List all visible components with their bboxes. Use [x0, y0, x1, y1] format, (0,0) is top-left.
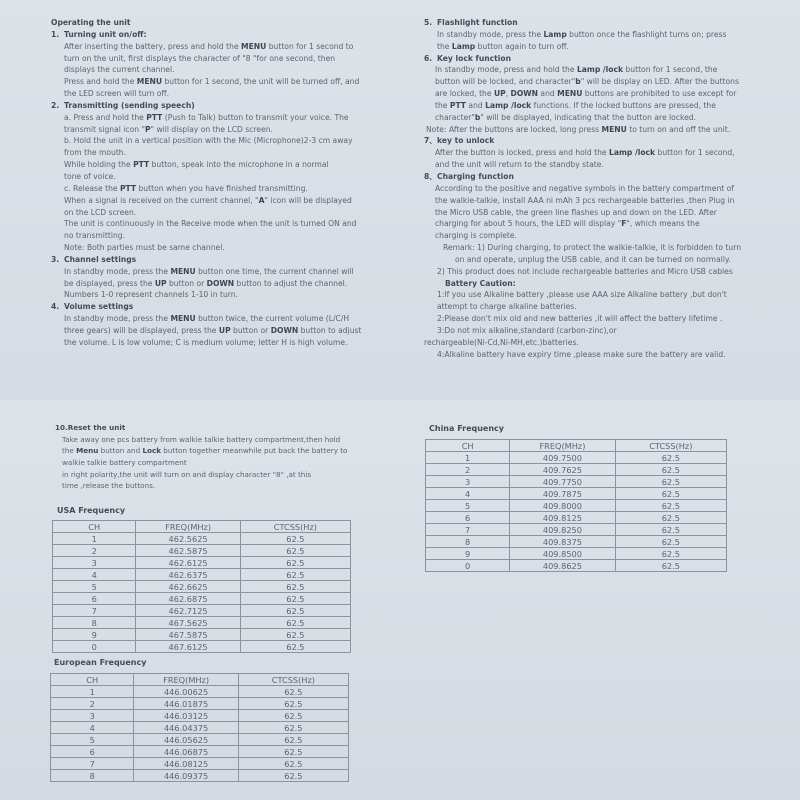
text-line: charging for about 5 hours, the LED will display "F", which means the [435, 219, 700, 229]
section-number: 1. [51, 29, 60, 39]
text-line: 2) This product does not include rechargeable batteries and Micro USB cables [437, 266, 733, 276]
text-line: the Micro USB cable, the green line flashes up and down on the LED. After [435, 207, 717, 217]
frequency-cell: 409.7500 [510, 452, 615, 464]
table-row [51, 734, 349, 746]
text-line: Note: Both parties must be same channel. [64, 243, 225, 253]
ctcss-cell: 62.5 [238, 746, 348, 758]
frequency-cell: 462.6875 [136, 593, 240, 605]
section-heading [51, 301, 381, 313]
text-line: After the button is locked, press and hold the Lamp /lock button for 1 second, [435, 148, 735, 158]
text-line: The unit is continuously in the Receive mode when the unit is turned ON and [64, 219, 357, 229]
ctcss-cell: 62.5 [240, 533, 350, 545]
table-row [51, 758, 349, 770]
frequency-cell: 409.7625 [510, 464, 615, 476]
channel-cell: 0 [53, 641, 136, 653]
text-line: In standby mode, press the MENU button one time, the current channel will [64, 266, 354, 276]
ctcss-cell: 62.5 [238, 710, 348, 722]
column-header: CH [426, 440, 510, 452]
text-line: three gears) will be displayed, press the UP button or DOWN button to adjust [64, 325, 362, 335]
section-title: Flashlight function [437, 18, 518, 27]
channel-cell: 3 [426, 476, 510, 488]
section-title: Transmitting (sending speech) [64, 100, 195, 110]
china-frequency-title: China Frequency [429, 424, 505, 433]
section-title: key to unlock [437, 136, 495, 146]
section-number: 3. [51, 254, 60, 264]
text-line: are locked, the UP, DOWN and MENU buttons are prohibited to use except for [435, 89, 737, 99]
text-line: Note: After the buttons are locked, long press MENU to turn on and off the unit. [426, 124, 731, 134]
section-number: 8、 [424, 171, 437, 181]
bold-term: MENU [170, 314, 196, 324]
table-header-row [53, 521, 351, 533]
bold-term: DOWN [206, 278, 235, 288]
channel-cell: 9 [426, 548, 510, 560]
text-line: on the LCD screen. [64, 207, 137, 217]
ctcss-cell: 62.5 [240, 617, 350, 629]
frequency-cell: 462.6125 [136, 557, 240, 569]
section-number: 6. [424, 53, 433, 63]
section-title: Volume settings [64, 302, 134, 312]
section-title: Turning unit on/off: [64, 29, 147, 39]
section-heading [424, 53, 754, 65]
frequency-cell: 462.5625 [136, 533, 240, 545]
table-header-row [426, 440, 727, 452]
text-line: Press and hold the MENU button for 1 second, the unit will be turned off, and [64, 77, 360, 87]
ctcss-cell: 62.5 [238, 758, 348, 770]
frequency-cell: 446.06875 [134, 746, 238, 758]
ctcss-cell: 62.5 [615, 464, 726, 476]
ctcss-cell: 62.5 [240, 605, 350, 617]
ctcss-cell: 62.5 [240, 629, 350, 641]
text-line: button will be locked, and character"b" will be display on LED. After the buttons [435, 77, 739, 87]
channel-cell: 6 [426, 512, 510, 524]
column-header: CH [51, 674, 134, 686]
text-line: and the unit will return to the standby state. [435, 160, 604, 170]
frequency-cell: 467.5875 [136, 629, 240, 641]
table-row [53, 605, 351, 617]
frequency-cell: 446.05625 [134, 734, 238, 746]
caution-line: 2:Please don't mix old and new batteries ,it will affect the battery lifetime . [437, 314, 723, 324]
channel-cell: 8 [53, 617, 136, 629]
european-frequency-title: European Frequency [54, 658, 147, 667]
ctcss-cell: 62.5 [615, 512, 726, 524]
section-heading [51, 29, 381, 41]
channel-cell: 6 [53, 593, 136, 605]
table-row [426, 524, 727, 536]
table-row [53, 569, 351, 581]
text-line: no transmitting. [64, 231, 126, 241]
section-heading [424, 135, 754, 147]
reset-title: 10.Reset the unit [55, 423, 126, 432]
table-row [426, 560, 727, 572]
ctcss-cell: 62.5 [240, 557, 350, 569]
ctcss-cell: 62.5 [615, 500, 726, 512]
text-line: the Lamp button again to turn off. [437, 41, 569, 51]
ctcss-cell: 62.5 [238, 698, 348, 710]
channel-cell: 4 [51, 722, 134, 734]
channel-cell: 1 [53, 533, 136, 545]
channel-cell: 7 [53, 605, 136, 617]
ctcss-cell: 62.5 [240, 641, 350, 653]
caution-line: 4:Alkaline battery have expiry time ,please make sure the battery are valid. [437, 349, 726, 359]
table-row [53, 629, 351, 641]
table-row [51, 698, 349, 710]
ctcss-cell: 62.5 [615, 536, 726, 548]
channel-cell: 3 [53, 557, 136, 569]
text-line: tone of voice. [64, 171, 116, 181]
text-line: charging is complete. [435, 231, 517, 241]
frequency-cell: 462.6625 [136, 581, 240, 593]
channel-cell: 8 [426, 536, 510, 548]
table-row [53, 641, 351, 653]
reset-section [55, 422, 385, 492]
channel-cell: 3 [51, 710, 134, 722]
column-header: FREQ(MHz) [134, 674, 238, 686]
bold-term: Lock [142, 446, 162, 456]
column-header: CTCSS(Hz) [238, 674, 348, 686]
text-line: b. Hold the unit in a vertical position with the Mic (Microphone)2-3 cm away [64, 136, 353, 146]
text-line: the walkie-talkie, install AAA ni mAh 3 pcs rechargeable batteries ,then Plug in [435, 195, 735, 205]
ctcss-cell: 62.5 [615, 488, 726, 500]
channel-cell: 5 [53, 581, 136, 593]
table-header-row [51, 674, 349, 686]
column-header: CTCSS(Hz) [240, 521, 350, 533]
channel-cell: 1 [51, 686, 134, 698]
section-title: Key lock function [437, 53, 511, 63]
usa-frequency-title: USA Frequency [57, 506, 126, 515]
bold-term: F [621, 219, 627, 229]
bold-term: PTT [119, 183, 137, 193]
section-number: 7、 [424, 136, 437, 146]
bold-term: PTT [133, 160, 150, 170]
left-column-instructions [51, 17, 381, 349]
table-row [53, 581, 351, 593]
bold-term: Lamp [451, 41, 476, 51]
column-header: FREQ(MHz) [136, 521, 240, 533]
text-line: character"b" will be displayed, indicating that the button are locked. [435, 112, 696, 122]
table-row [426, 548, 727, 560]
section-number: 4. [51, 302, 60, 312]
frequency-cell: 467.5625 [136, 617, 240, 629]
column-header: FREQ(MHz) [510, 440, 615, 452]
table-row [53, 557, 351, 569]
table-row [51, 710, 349, 722]
text-line: be displayed, press the UP button or DOWN button to adjust the channel. [64, 278, 348, 288]
text-line: the Menu button and Lock button together meanwhile put back the battery to [62, 446, 348, 456]
battery-caution-title: Battery Caution: [445, 278, 516, 288]
ctcss-cell: 62.5 [238, 722, 348, 734]
text-line: in right polarity,the unit will turn on and display character "8" ,at this [62, 469, 312, 479]
text-line: c. Release the PTT button when you have finished transmitting. [64, 183, 308, 193]
bold-term: Lamp [543, 29, 567, 39]
text-line: transmit signal icon "P" will display on the LCD screen. [64, 124, 273, 134]
bold-term: b [575, 77, 581, 87]
text-line: After inserting the battery, press and hold the MENU button for 1 second to [64, 41, 354, 51]
channel-cell: 0 [426, 560, 510, 572]
frequency-cell: 467.6125 [136, 641, 240, 653]
text-line: According to the positive and negative symbols in the battery compartment of [435, 183, 734, 193]
bold-term: UP [493, 89, 506, 99]
ctcss-cell: 62.5 [240, 581, 350, 593]
section-number: 2. [51, 100, 60, 110]
frequency-cell: 409.8125 [510, 512, 615, 524]
ctcss-cell: 62.5 [238, 686, 348, 698]
table-row [51, 686, 349, 698]
bold-term: MENU [136, 77, 163, 87]
bold-term: MENU [241, 41, 267, 51]
bold-term: Lamp /lock [609, 148, 656, 158]
section-title: Charging function [437, 171, 514, 181]
bold-term: b [474, 112, 481, 122]
ctcss-cell: 62.5 [240, 545, 350, 557]
frequency-cell: 462.5875 [136, 545, 240, 557]
china-frequency-table [425, 439, 727, 572]
section-heading [424, 171, 754, 183]
text-line: the LED screen will turn off. [64, 89, 170, 99]
channel-cell: 1 [426, 452, 510, 464]
bold-term: Menu [76, 446, 99, 456]
text-line: In standby mode, press the Lamp button once the flashlight turns on; press [437, 29, 727, 39]
bold-term: Lamp /lock [485, 100, 532, 110]
channel-cell: 6 [51, 746, 134, 758]
channel-cell: 8 [51, 770, 134, 782]
text-line: turn on the unit, first displays the character of "8 "for one second, then [64, 53, 336, 63]
usa-frequency-table [52, 520, 351, 653]
table-row [426, 536, 727, 548]
channel-cell: 7 [51, 758, 134, 770]
ctcss-cell: 62.5 [615, 548, 726, 560]
channel-cell: 2 [426, 464, 510, 476]
section-title: Channel settings [64, 254, 137, 264]
bold-term: DOWN [270, 325, 299, 335]
column-header: CTCSS(Hz) [615, 440, 726, 452]
ctcss-cell: 62.5 [615, 452, 726, 464]
table-row [51, 770, 349, 782]
bold-term: MENU [601, 124, 627, 134]
table-row [426, 476, 727, 488]
bold-term: DOWN [510, 89, 539, 99]
table-row [426, 452, 727, 464]
table-row [426, 500, 727, 512]
text-line: When a signal is received on the current channel, "A" icon will be displayed [64, 195, 352, 205]
table-row [53, 545, 351, 557]
channel-cell: 2 [51, 698, 134, 710]
frequency-cell: 409.8000 [510, 500, 615, 512]
table-row [426, 488, 727, 500]
bold-term: PTT [146, 112, 163, 122]
frequency-cell: 409.7750 [510, 476, 615, 488]
ctcss-cell: 62.5 [238, 770, 348, 782]
ctcss-cell: 62.5 [238, 734, 348, 746]
table-row [53, 593, 351, 605]
channel-cell: 5 [426, 500, 510, 512]
frequency-cell: 409.7875 [510, 488, 615, 500]
channel-cell: 5 [51, 734, 134, 746]
manual-page-bottom [0, 400, 800, 800]
text-line: Take away one pcs battery from walkie talkie battery compartment,then hold [62, 434, 341, 444]
text-line: on and operate, unplug the USB cable, and it can be turned on normally. [455, 254, 731, 264]
bold-term: PTT [449, 100, 466, 110]
channel-cell: 4 [426, 488, 510, 500]
frequency-cell: 446.01875 [134, 698, 238, 710]
channel-cell: 2 [53, 545, 136, 557]
caution-line: attempt to charge alkaline batteries. [437, 302, 577, 312]
table-row [51, 722, 349, 734]
text-line: Numbers 1-0 represent channels 1-10 in turn. [64, 290, 239, 300]
caution-line: 1:If you use Alkaline battery ,please use AAA size Alkaline battery ,but don't [437, 290, 727, 300]
section-heading [424, 17, 754, 29]
document-heading: Operating the unit [51, 18, 131, 27]
ctcss-cell: 62.5 [615, 560, 726, 572]
frequency-cell: 409.8500 [510, 548, 615, 560]
section-number: 5. [424, 18, 433, 27]
right-column-instructions [424, 17, 754, 360]
caution-line: 3:Do not mix alkaline,standard (carbon-zinc),or [437, 325, 617, 335]
frequency-cell: 409.8375 [510, 536, 615, 548]
bold-term: Lamp /lock [576, 65, 624, 75]
ctcss-cell: 62.5 [240, 569, 350, 581]
frequency-cell: 446.04375 [134, 722, 238, 734]
frequency-cell: 446.00625 [134, 686, 238, 698]
bold-term: MENU [557, 89, 583, 99]
ctcss-cell: 62.5 [615, 524, 726, 536]
frequency-cell: 446.09375 [134, 770, 238, 782]
bold-term: UP [154, 278, 167, 288]
section-heading [51, 100, 381, 112]
table-row [53, 617, 351, 629]
channel-cell: 4 [53, 569, 136, 581]
bold-term: A [258, 195, 265, 205]
bold-term: P [144, 124, 151, 134]
frequency-cell: 462.6375 [136, 569, 240, 581]
table-row [426, 464, 727, 476]
text-line: time ,release the buttons. [62, 481, 156, 491]
frequency-cell: 409.8250 [510, 524, 615, 536]
frequency-cell: 446.03125 [134, 710, 238, 722]
text-line: Remark: 1) During charging, to protect the walkie-talkie, it is forbidden to turn [443, 243, 742, 253]
section-heading [51, 254, 381, 266]
european-frequency-table [50, 673, 349, 782]
table-row [51, 746, 349, 758]
text-line: a. Press and hold the PTT (Push to Talk) button to transmit your voice. The [64, 112, 349, 122]
frequency-cell: 446.08125 [134, 758, 238, 770]
channel-cell: 7 [426, 524, 510, 536]
text-line: the volume. L is low volume; C is medium volume; letter H is high volume. [64, 337, 348, 347]
text-line: the PTT and Lamp /lock functions. If the locked buttons are pressed, the [435, 100, 716, 110]
text-line: In standby mode, press and hold the Lamp /lock button for 1 second, the [435, 65, 718, 75]
text-line: displays the current channel. [64, 65, 175, 75]
text-line: While holding the PTT button, speak into the microphone in a normal [64, 160, 329, 170]
ctcss-cell: 62.5 [615, 476, 726, 488]
text-line: walkie talkie battery compartment [62, 458, 187, 468]
text-line: from the mouth. [64, 148, 127, 158]
column-header: CH [53, 521, 136, 533]
caution-line: rechargeable(Ni-Cd,Ni-MH,etc.)batteries. [424, 337, 579, 347]
bold-term: MENU [170, 266, 196, 276]
bold-term: UP [218, 325, 231, 335]
table-row [426, 512, 727, 524]
ctcss-cell: 62.5 [240, 593, 350, 605]
frequency-cell: 462.7125 [136, 605, 240, 617]
text-line: In standby mode, press the MENU button twice, the current volume (L/C/H [64, 314, 350, 324]
channel-cell: 9 [53, 629, 136, 641]
frequency-cell: 409.8625 [510, 560, 615, 572]
table-row [53, 533, 351, 545]
